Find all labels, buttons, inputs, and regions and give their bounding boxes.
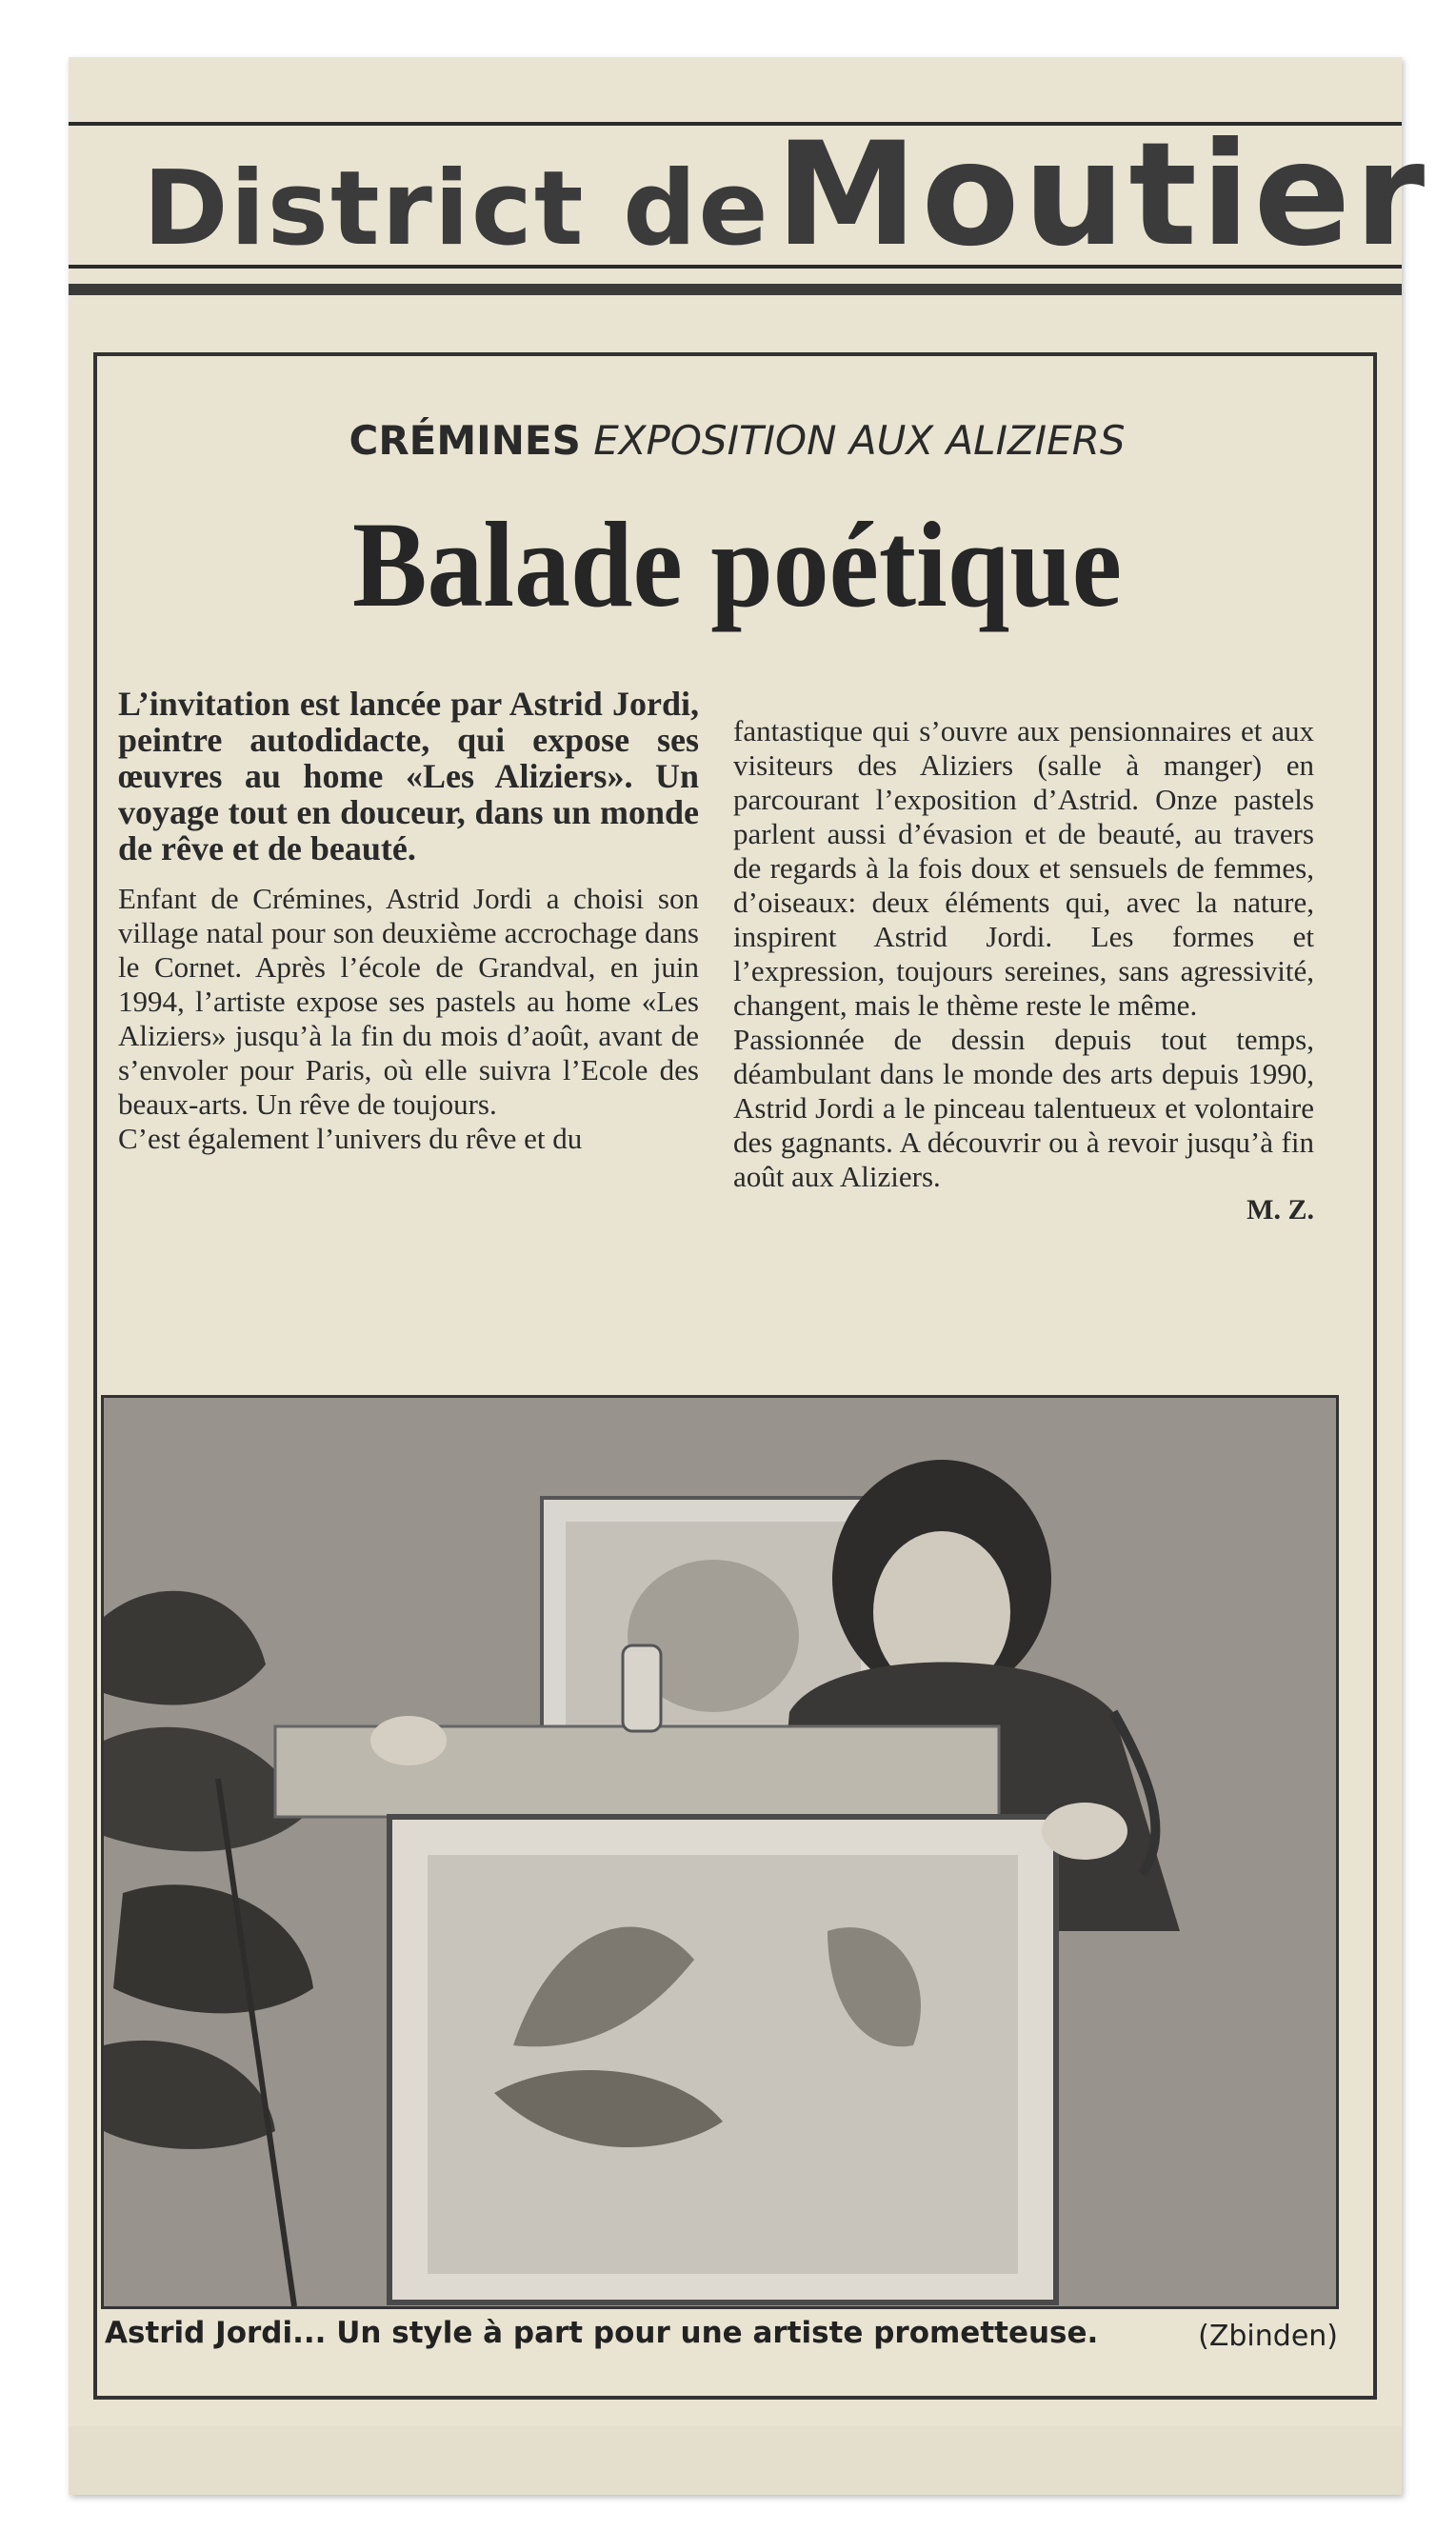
photo-caption <box>105 2316 1343 2350</box>
section-title <box>143 112 1429 278</box>
kicker-place: CRÉMINES <box>349 417 581 464</box>
clipping-bottom-scrap <box>69 2426 1402 2495</box>
section-title-part2: Moutier <box>775 112 1429 278</box>
article-right-column <box>733 714 1314 1226</box>
article-left-body-2: C’est également l’univers du rêve et du <box>118 1122 583 1155</box>
article-photo <box>101 1395 1339 2309</box>
article-headline: Balade poétique <box>351 497 1123 632</box>
article-signature: M. Z. <box>1247 1194 1314 1226</box>
article-lead: L’invitation est lancée par Astrid Jordi, peintre autodidacte, qui expose ses œuvres au home «Les Aliziers». Un voyage tout en douceur, dans un monde de rêve et de beauté. <box>118 685 699 867</box>
article-left-column <box>118 686 699 1156</box>
kicker-topic: EXPOSITION AUX ALIZIERS <box>593 417 1126 464</box>
photo-credit: (Zbinden) <box>1198 2320 1338 2353</box>
article-right-body-1: fantastique qui s’ouvre aux pensionnaires et aux visiteurs des Aliziers (salle à manger) en parcourant l’exposition d’Astrid. Onze pastels parlent aussi d’évasion et de beauté, au travers de regards à la fois doux et sensuels de femmes, d’oiseaux: deux éléments qui, avec la nature, inspirent Astrid Jordi. Les formes et l’expression, toujours sereines, sans agressivité, changent, mais le thème reste le même. <box>733 714 1314 1022</box>
section-title-part1: District de <box>143 149 770 269</box>
article-left-body: Enfant de Crémines, Astrid Jordi a choisi son village natal pour son deuxième accrochage dans le Cornet. Après l’école de Grandval, en juin 1994, l’artiste expose ses pastels au home «Les Aliziers» jusqu’à la fin du mois d’août, avant de s’envoler pour Paris, où elle suivra l’Ecole des beaux-arts. Un rêve de toujours. <box>118 882 699 1121</box>
photo-caption-text: Astrid Jordi... Un style à part pour une artiste prometteuse. <box>105 2316 1099 2350</box>
title-thick-rule <box>69 284 1402 295</box>
article-kicker <box>143 417 1331 464</box>
photo-illustration <box>104 1398 1336 2306</box>
article-right-body-2: Passionnée de dessin depuis tout temps, déambulant dans le monde des arts depuis 1990, Astrid Jordi a le pinceau talentueux et volontaire des gagnants. A découvrir ou à revoir jusqu’à fin août aux Aliziers. <box>733 1023 1314 1193</box>
